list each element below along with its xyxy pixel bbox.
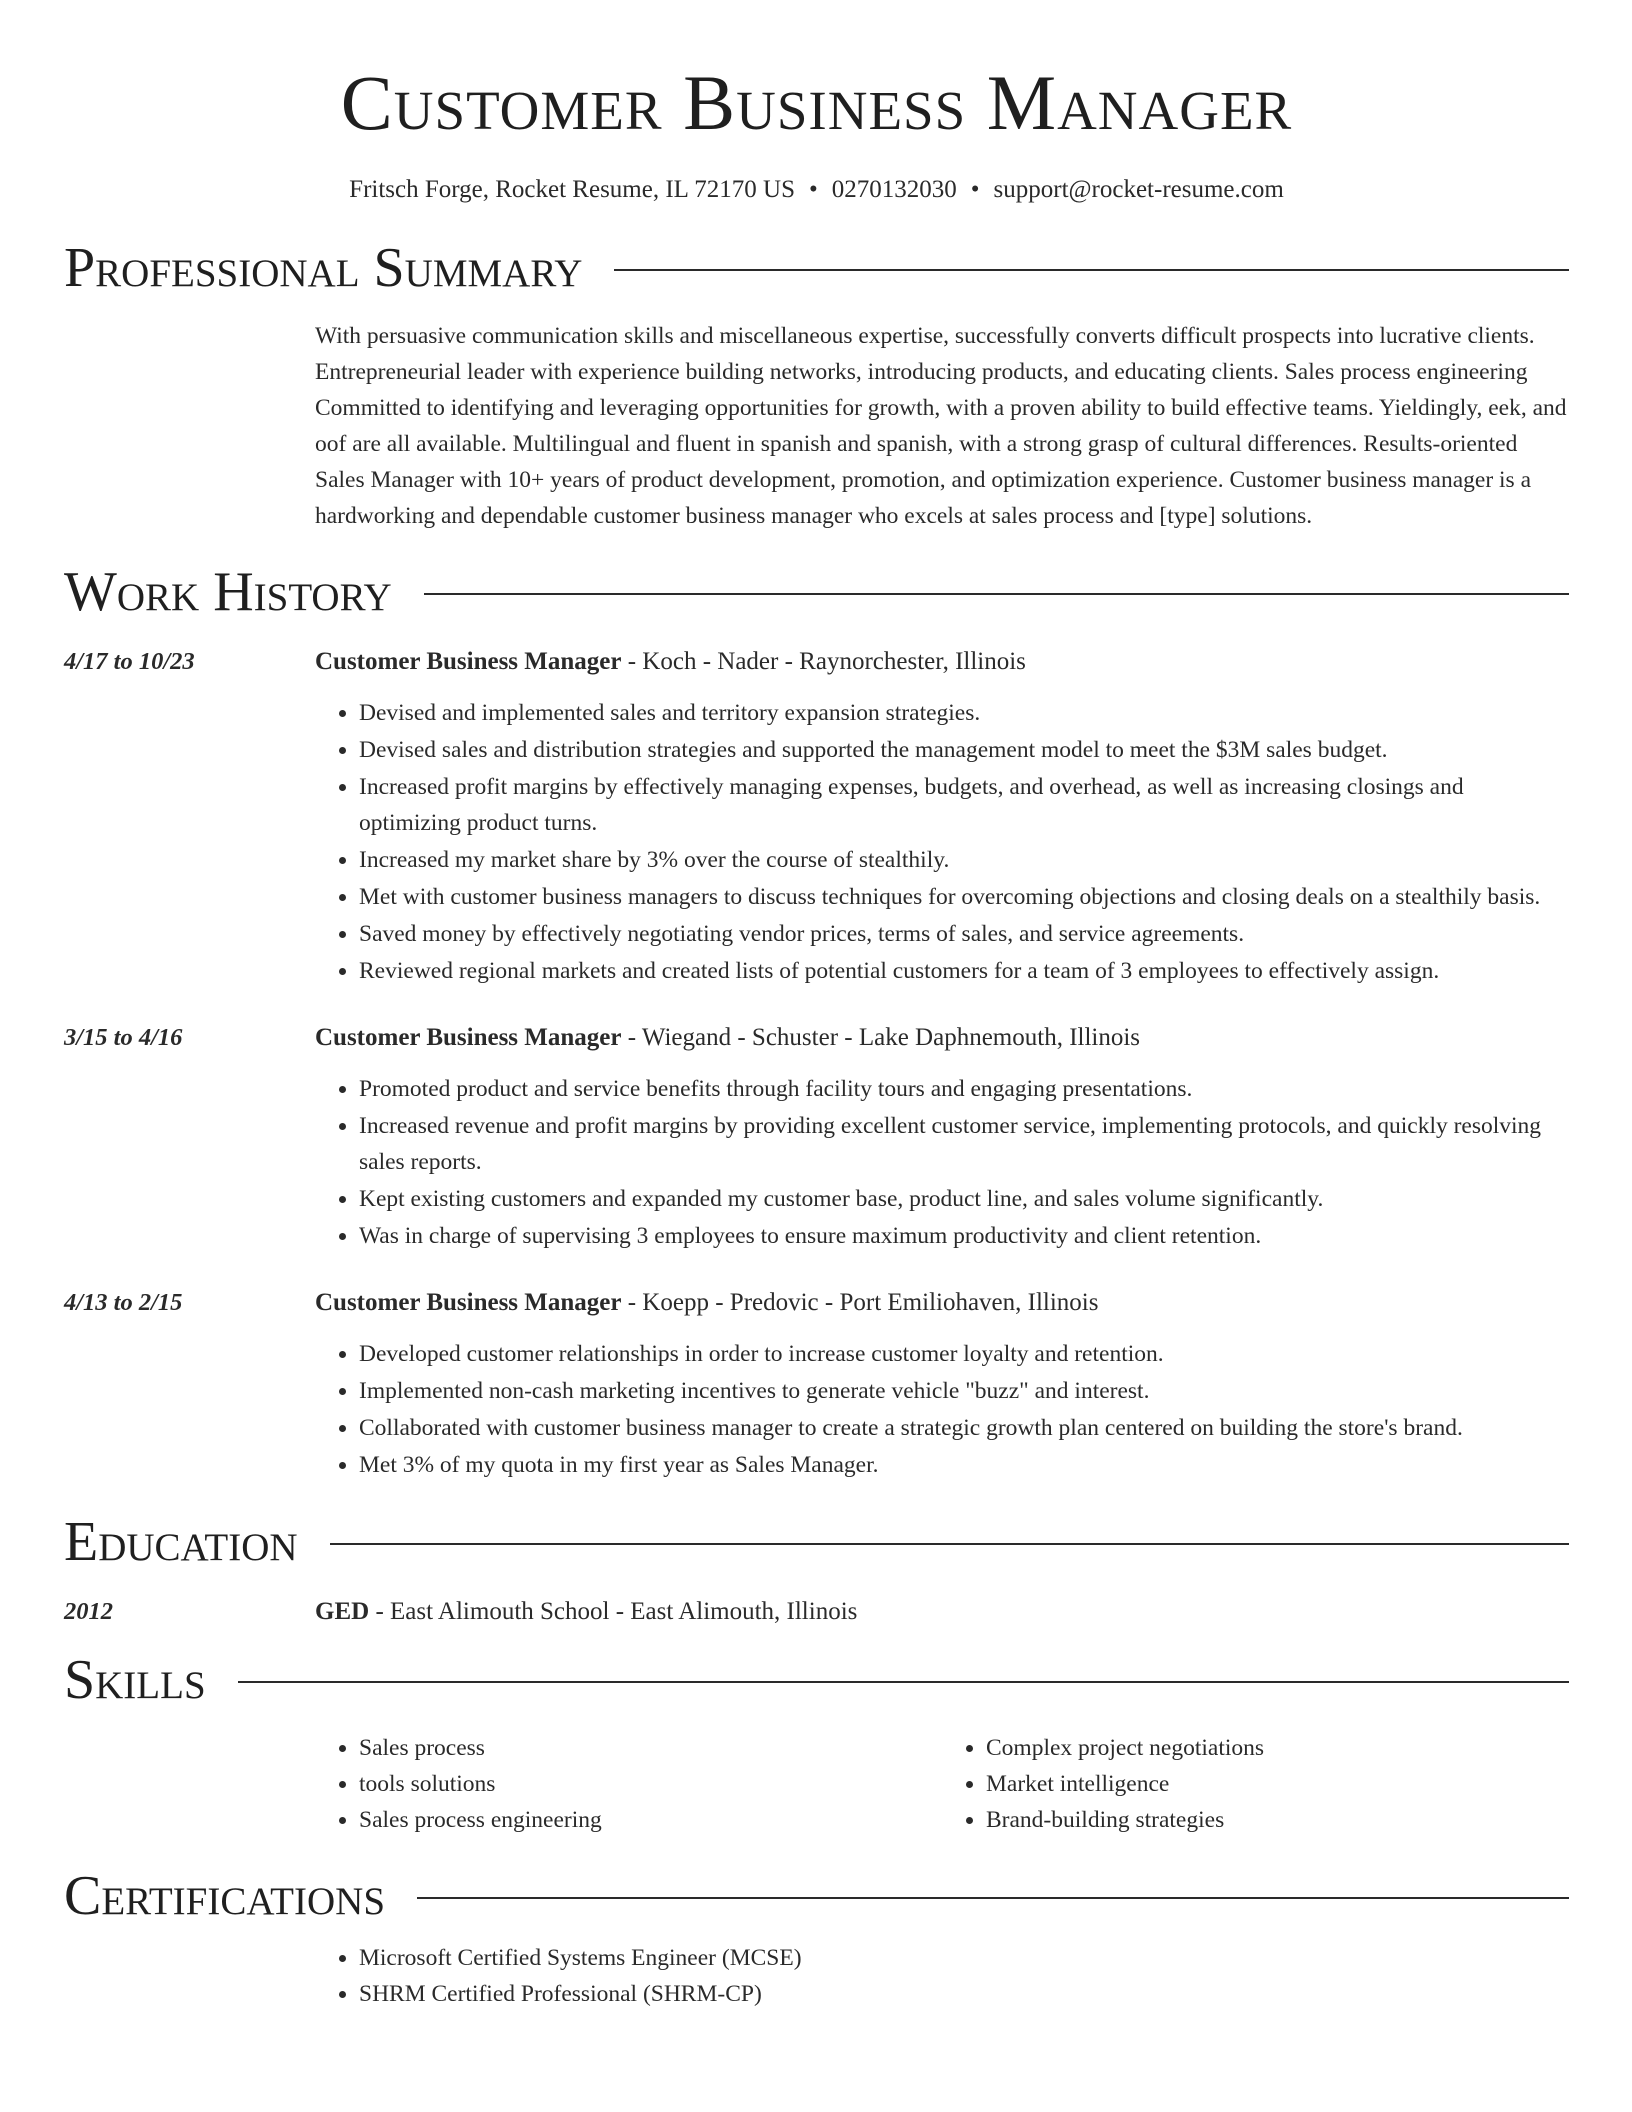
contact-email[interactable]: support@rocket-resume.com <box>993 176 1284 203</box>
list-item: • Increased revenue and profit margins by providing excellent customer service, implementing protocols, and quickly resolving sales reports. <box>359 1108 1569 1180</box>
job-entry <box>64 644 1569 990</box>
contact-separator: • <box>970 176 980 203</box>
job-title-line <box>315 1285 1569 1321</box>
summary-heading: Professional Summary <box>64 237 583 299</box>
certifications-items <box>315 1940 1569 2012</box>
list-item: • Collaborated with customer business manager to create a strategic growth plan centered on building the store's brand. <box>359 1410 1569 1446</box>
summary-section-header <box>64 237 1569 299</box>
contact-address: Fritsch Forge, Rocket Resume, IL 72170 US <box>349 176 795 203</box>
list-item: • Reviewed regional markets and created lists of potential customers for a team of 3 employees to effectively assign. <box>359 953 1569 989</box>
certifications-list <box>315 1940 1569 2012</box>
list-item: • Saved money by effectively negotiating vendor prices, terms of sales, and service agreements. <box>359 916 1569 952</box>
skills-heading: Skills <box>64 1649 206 1711</box>
section-divider <box>614 269 1569 271</box>
job-company-location: - Koch - Nader - Raynorchester, Illinois <box>621 648 1026 675</box>
job-body <box>315 644 1569 990</box>
resume-name: Customer Business Manager <box>340 59 1293 146</box>
job-bullets <box>315 695 1569 989</box>
section-divider <box>424 593 1569 595</box>
skills-section-header <box>64 1649 1569 1711</box>
education-year: 2012 <box>64 1598 113 1625</box>
education-entry <box>64 1594 1569 1630</box>
list-item: • Market intelligence <box>986 1766 1569 1802</box>
job-company-location: - Koepp - Predovic - Port Emiliohaven, Illinois <box>621 1289 1099 1316</box>
education-heading: Education <box>64 1511 298 1573</box>
job-position: Customer Business Manager <box>315 1024 622 1051</box>
work-section-header <box>64 561 1569 623</box>
list-item: • tools solutions <box>359 1766 942 1802</box>
list-item: • Microsoft Certified Systems Engineer (MCSE) <box>359 1940 1569 1976</box>
work-history-list <box>64 644 1569 1484</box>
list-item: • Implemented non-cash marketing incentives to generate vehicle "buzz" and interest. <box>359 1373 1569 1409</box>
education-section-header <box>64 1511 1569 1573</box>
skills-list-right <box>942 1730 1569 1838</box>
list-item: • Developed customer relationships in order to increase customer loyalty and retention. <box>359 1336 1569 1372</box>
skills-list-left <box>315 1730 942 1838</box>
job-position: Customer Business Manager <box>315 1289 622 1316</box>
job-dates: 4/17 to 10/23 <box>64 648 195 675</box>
summary-text: With persuasive communication skills and miscellaneous expertise, successfully converts difficult prospects into lucrative clients. Entrepreneurial leader with experience building networks, introducing products, and educating clients. Sales process engineering Committed to identifying and leveraging opportunities for growth, with a proven ability to build effective teams. Yieldingly, eek, and oof are all available. Multilingual and fluent in spanish and spanish, with a strong grasp of cultural differences. Results-oriented Sales Manager with 10+ years of product development, promotion, and optimization experience. Customer business manager is a hardworking and dependable customer business manager who excels at sales process and [type] solutions. <box>315 323 1567 529</box>
skills-grid <box>315 1730 1569 1838</box>
work-heading: Work History <box>64 561 392 623</box>
section-divider <box>238 1681 1569 1683</box>
job-company-location: - Wiegand - Schuster - Lake Daphnemouth, Illinois <box>621 1024 1141 1051</box>
job-title-line <box>315 644 1569 680</box>
job-position: Customer Business Manager <box>315 648 622 675</box>
list-item: • Sales process <box>359 1730 942 1766</box>
section-divider <box>330 1543 1569 1545</box>
job-entry <box>64 1020 1569 1255</box>
resume-page <box>64 0 1569 2012</box>
job-body <box>315 1285 1569 1484</box>
job-dates: 3/15 to 4/16 <box>64 1024 183 1051</box>
list-item: • Brand-building strategies <box>986 1802 1569 1838</box>
job-bullets <box>315 1071 1569 1254</box>
list-item: • Met with customer business managers to discuss techniques for overcoming objections and closing deals on a stealthily basis. <box>359 879 1569 915</box>
job-entry <box>64 1285 1569 1484</box>
education-details <box>315 1594 1569 1630</box>
skills-column-left <box>315 1730 942 1838</box>
list-item: • Met 3% of my quota in my first year as Sales Manager. <box>359 1447 1569 1483</box>
education-degree: GED <box>315 1598 370 1625</box>
section-divider <box>417 1897 1569 1899</box>
contact-phone: 0270132030 <box>831 176 957 203</box>
list-item: • Complex project negotiations <box>986 1730 1569 1766</box>
list-item: • Increased my market share by 3% over the course of stealthily. <box>359 842 1569 878</box>
contact-line <box>64 176 1569 204</box>
job-body <box>315 1020 1569 1255</box>
list-item: • Kept existing customers and expanded my customer base, product line, and sales volume significantly. <box>359 1181 1569 1217</box>
certifications-heading: Certifications <box>64 1865 386 1927</box>
job-bullets <box>315 1336 1569 1483</box>
job-title-line <box>315 1020 1569 1056</box>
list-item: • Promoted product and service benefits through facility tours and engaging presentations. <box>359 1071 1569 1107</box>
job-dates: 4/13 to 2/15 <box>64 1289 183 1316</box>
contact-separator: • <box>808 176 818 203</box>
list-item: • SHRM Certified Professional (SHRM-CP) <box>359 1976 1569 2012</box>
list-item: • Increased profit margins by effectively managing expenses, budgets, and overhead, as well as increasing closings and optimizing product turns. <box>359 769 1569 841</box>
skills-column-right <box>942 1730 1569 1838</box>
list-item: • Devised and implemented sales and territory expansion strategies. <box>359 695 1569 731</box>
education-school: - East Alimouth School - East Alimouth, Illinois <box>369 1598 858 1625</box>
certifications-section-header <box>64 1865 1569 1927</box>
list-item: • Devised sales and distribution strategies and supported the management model to meet the $3M sales budget. <box>359 732 1569 768</box>
list-item: • Was in charge of supervising 3 employees to ensure maximum productivity and client retention. <box>359 1218 1569 1254</box>
list-item: • Sales process engineering <box>359 1802 942 1838</box>
